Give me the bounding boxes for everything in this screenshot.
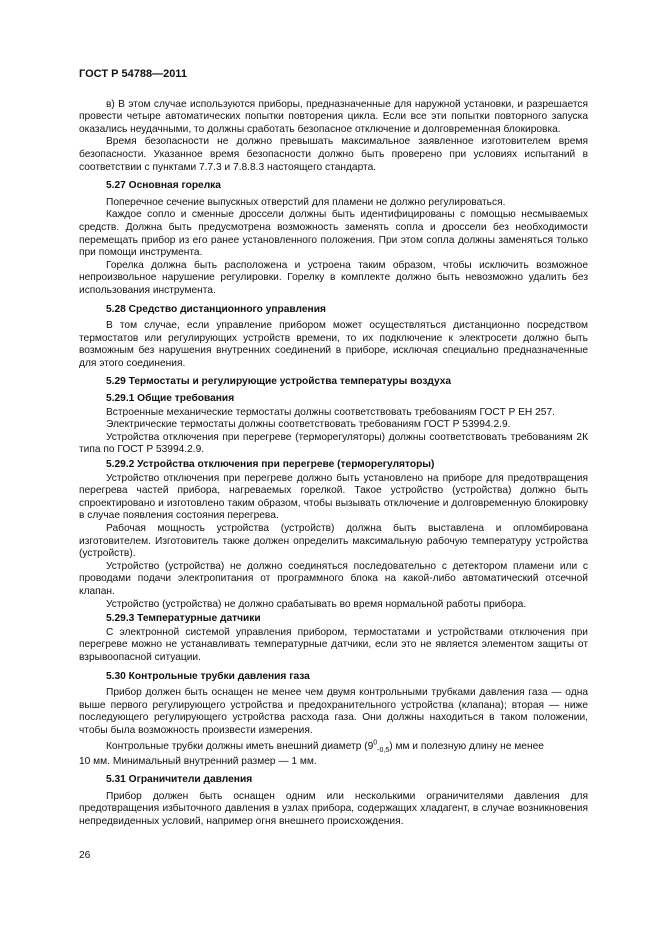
section-heading-5-30: 5.30 Контрольные трубки давления газа [106,670,310,682]
page-number: 26 [79,850,91,861]
tolerance-lower: -0,5 [377,746,390,754]
document-page [79,68,588,828]
paragraph: Электрические термостаты должны соответствовать требованиям ГОСТ Р 53994.2.9. [106,419,511,431]
paragraph-diameter [79,738,588,756]
paragraph: Встроенные механические термостаты должны соответствовать требованиям ГОСТ Р ЕН 257. [106,406,555,418]
paragraph: Устройство отключения при перегреве должно быть установлено на приборе для предотвращения перегрева частей прибора, нагреваемых горелкой. Такое устройство (устройства) должно быть спроектировано и изготовлено таким образом, чтобы вызывать отключение и долговременную блокировку в случае появления состояния перегрева. [79,472,588,522]
paragraph: Устройства отключения при перегреве (терморегуляторы) должны соответствовать требованиям 2К типа по ГОСТ Р 53994.2.9. [79,431,588,456]
paragraph: Устройство (устройства) не должно соединяться последовательно с детектором пламени или с проводами подачи электропитания от программного блока на какой-либо автоматический отсечной клапан. [79,560,588,597]
paragraph: В том случае, если управление прибором может осуществляться дистанционно посредством термостатов или регулирующих устройств времени, то их подключение к электросети должно быть возможным без нарушения внутренних соединений в приборе, исключая специально предназначенные для этого соединения. [79,320,588,369]
subsection-heading-5-29-1: 5.29.1 Общие требования [106,393,235,405]
tolerance-upper: 0 [373,739,378,747]
paragraph: Время безопасности не должно превышать максимальное заявленное изготовителем время безопасности. Указанное время безопасности должно быть проверено при условиях испытаний в соответствии с пунктами 7.7.3 и 7.8.8.3 настоящего стандарта. [79,136,588,173]
section-heading-5-27: 5.27 Основная горелка [106,180,221,192]
paragraph: в) В этом случае используются приборы, предназначенные для наружной установки, и разрешается провести четыре автоматических попытки повторения цикла. Если все эти попытки повторного запуска оказались неудачными, то должны сработать безопасное отключение и долговременная блокировка. [79,98,588,135]
section-heading-5-31: 5.31 Ограничители давления [106,774,253,786]
paragraph: Прибор должен быть оснащен не менее чем двумя контрольными трубками давления газа — одна выше первого регулирующего устройства и предохранительного устройства (клапана); вторая — ниже последующего регулирующего устройства расхода газа. Они должны находиться в таком положении, чтобы была возможность произвести измерения. [79,687,588,736]
section-heading-5-29: 5.29 Термостаты и регулирующие устройства температуры воздуха [106,376,452,388]
paragraph: Каждое сопло и сменные дроссели должны быть идентифицированы с помощью несмываемых средств. Должна быть предусмотрена возможность заменять сопла и дроссели без необходимости перемещать прибор из его ранее установленного положения. При этом сопла должны заменяться только при помощи инструмента. [79,209,588,259]
subsection-heading-5-29-3: 5.29.3 Температурные датчики [106,613,261,625]
paragraph: Устройство (устройства) не должно срабатывать во время нормальной работы прибора. [106,598,527,610]
standard-header: ГОСТ Р 54788—2011 [79,68,187,80]
subsection-heading-5-29-2: 5.29.2 Устройства отключения при перегреве (терморегуляторы) [106,459,435,471]
paragraph-continuation: 10 мм. Минимальный внутренний размер — 1 мм. [79,755,317,767]
text-fragment: Контрольные трубки должны иметь внешний диаметр (9 [106,740,374,752]
text-fragment: ) мм и полезную длину не менее [389,740,544,752]
section-heading-5-28: 5.28 Средство дистанционного управления [106,303,326,315]
paragraph: Прибор должен быть оснащен одним или несколькими ограничителями давления для предотвращения избыточного давления в узлах прибора, содержащих хладагент, в случае возникновения непредвиденных условий, например огня внешнего происхождения. [79,790,588,827]
paragraph: Горелка должна быть расположена и устроена таким образом, чтобы исключить возможное непроизвольное нарушение регулировки. Горелку в комплекте должно быть невозможно удалить без использования инструмента. [79,259,588,296]
paragraph: Поперечное сечение выпускных отверстий для пламени не должно регулироваться. [106,196,506,208]
paragraph: С электронной системой управления прибором, термостатами и устройствами отключения при перегреве можно не устанавливать температурные датчики, если это не является элементом защиты от взрывоопасной ситуации. [79,626,588,663]
paragraph: Рабочая мощность устройства (устройств) должна быть выставлена и опломбирована изготовителем. Изготовитель также должен определить максимальную рабочую температуру устройства (устройств). [79,523,588,560]
